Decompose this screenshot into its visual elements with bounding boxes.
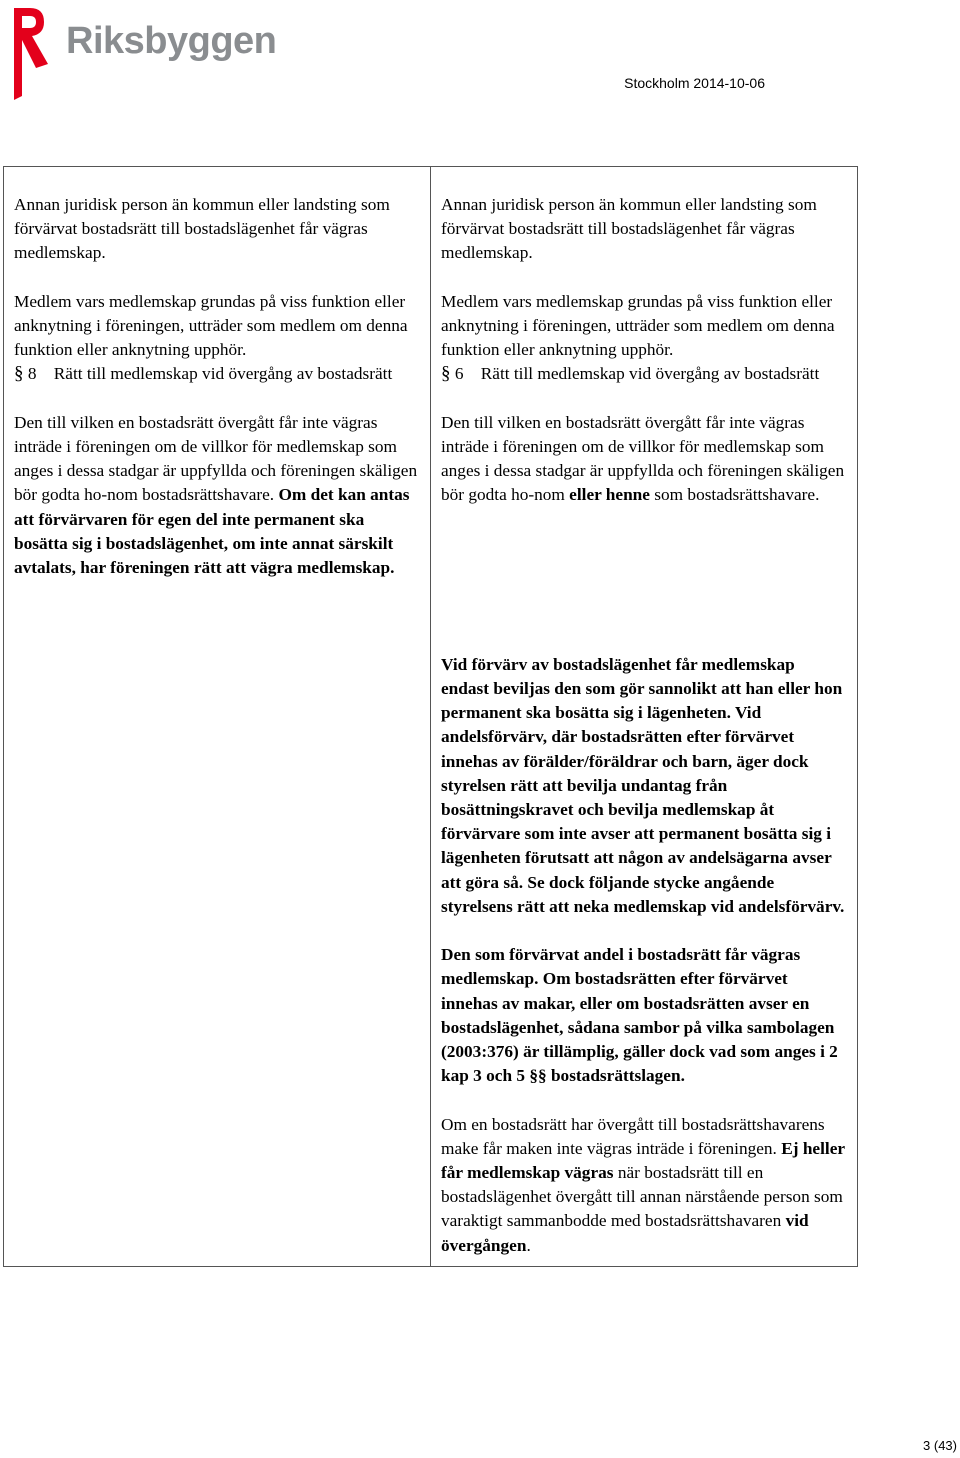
left-paragraph-3-text: Den till vilken en bostadsrätt övergått får inte vägras inträde i föreningen om de villkor för medlemskap som anges i dessa stadgar är uppfyllda och föreningen skäligen bör godta ho-nom bostadsrättshavare. <box>14 412 418 505</box>
logo-wordmark: Riksbyggen <box>66 20 277 62</box>
right-paragraph-3-text-b: som bostadsrättshavare. <box>654 485 820 505</box>
right-paragraph-3-text-a: Den till vilken en bostadsrätt övergått får inte vägras inträde i föreningen om de villkor för medlemskap som anges i dessa stadgar är uppfyllda och föreningen skäligen bör godta ho-nom <box>441 412 845 505</box>
riksbyggen-logo-mark-icon <box>8 4 60 102</box>
right-section-number: 6 <box>454 364 464 384</box>
right-paragraph-1: Annan juridisk person än kommun eller landsting som förvärvat bostadsrätt till bostadslägenhet får vägras medlemskap. <box>441 195 817 263</box>
spacer <box>441 556 847 604</box>
right-section-heading <box>441 362 847 386</box>
right-paragraph-5-added-text: Den som förvärvat andel i bostadsrätt får vägras medlemskap. Om bostadsrätten efter förvärvet innehas av makar, eller om bostadsrätten avser en bostadslägenhet, sådana sambor på vilka sambolagen (2003:376) är tillämplig, gäller dock vad som anges i 2 kap 3 och 5 §§ bostadsrättslagen. <box>441 945 838 1086</box>
right-column <box>431 167 858 1267</box>
document-date: Stockholm 2014-10-06 <box>624 75 765 91</box>
right-paragraph-3 <box>441 411 847 508</box>
section-symbol: § <box>441 363 451 385</box>
comparison-table <box>3 166 858 1267</box>
right-paragraph-2: Medlem vars medlemskap grundas på viss funktion eller anknytning i föreningen, utträder som medlem om denna funktion eller anknytning upphör. <box>441 291 835 360</box>
left-paragraph-3 <box>14 411 420 580</box>
right-paragraph-4 <box>441 653 847 919</box>
left-paragraph-1: Annan juridisk person än kommun eller landsting som förvärvat bostadsrätt till bostadslägenhet får vägras medlemskap. <box>14 195 390 263</box>
right-paragraph-6-text-c: . <box>526 1235 531 1255</box>
page-number: 3 (43) <box>923 1438 957 1453</box>
left-paragraph-2: Medlem vars medlemskap grundas på viss funktion eller anknytning i föreningen, utträder som medlem om denna funktion eller anknytning upphör. <box>14 291 408 360</box>
spacer <box>441 508 847 556</box>
left-paragraph-3-added-text: Om det kan antas att förvärvaren för egen del inte permanent ska bosätta sig i bostadslägenhet, om inte annat särskilt avtalats, har föreningen rätt att vägra medlemskap. <box>14 485 410 578</box>
spacer <box>441 604 847 652</box>
section-symbol: § <box>14 363 24 385</box>
right-paragraph-6-text-a: Om en bostadsrätt har övergått till bostadsrättshavarens make får maken inte vägras inträde i föreningen. <box>441 1114 825 1158</box>
right-paragraph-6-text-b: när bostadsrätt till en bostadslägenhet övergått till annan närstående person som varaktigt sammanbodde med bostadsrättshavaren <box>441 1163 843 1231</box>
right-paragraph-6-added-text-2: vid övergången <box>441 1211 809 1255</box>
right-section-title: Rätt till medlemskap vid övergång av bostadsrätt <box>480 364 820 384</box>
riksbyggen-logo <box>8 4 276 102</box>
left-column <box>4 167 431 1267</box>
right-paragraph-6 <box>441 1113 847 1258</box>
right-paragraph-5 <box>441 943 847 1088</box>
left-section-heading <box>14 362 420 386</box>
right-paragraph-4-added-text: Vid förvärv av bostadslägenhet får medlemskap endast beviljas den som gör sannolikt att han eller hon permanent ska bosätta sig i lägenheten. Vid andelsförvärv, där bostadsrätten efter förvärvet innehas av förälder/föräldrar och barn, äger dock styrelsen rätt att bevilja undantag från bosättningskravet och bevilja medlemskap åt förvärvare som inte avser att permanent bosätta sig i lägenheten förutsatt att någon av andelsägarna avser att göra så. Se dock följande stycke angående styrelsens rätt att neka medlemskap vid andelsförvärv. <box>441 654 845 916</box>
left-section-title: Rätt till medlemskap vid övergång av bostadsrätt <box>53 364 393 384</box>
right-paragraph-6-added-text-1: Ej heller får medlemskap vägras <box>441 1138 845 1183</box>
left-section-number: 8 <box>27 364 37 384</box>
right-paragraph-3-added-text: eller henne <box>569 485 650 505</box>
